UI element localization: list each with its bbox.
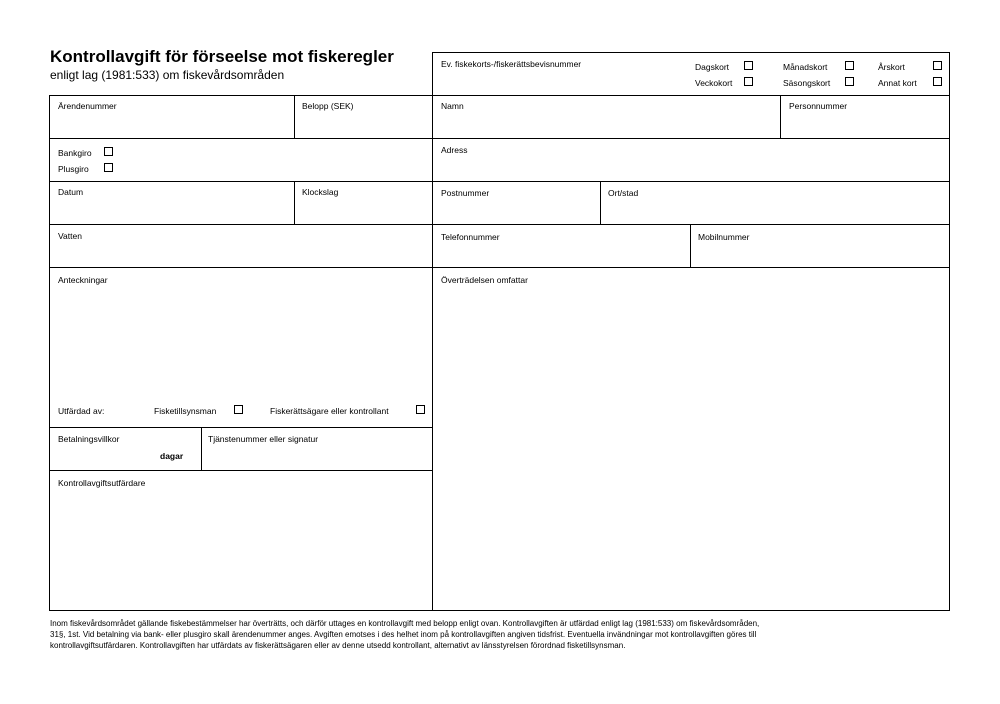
card-type-annatkort-label: Annat kort	[878, 78, 917, 88]
anteckningar-field[interactable]: Anteckningar	[58, 275, 108, 285]
telefonnummer-field[interactable]: Telefonnummer	[441, 232, 500, 242]
card-number-label: Ev. fiskekorts-/fiskerättsbevisnummer	[441, 59, 582, 69]
card-type-dagskort-checkbox[interactable]	[744, 61, 753, 70]
overtradelsen-field[interactable]: Överträdelsen omfattar	[441, 275, 528, 285]
utfardad-av-label: Utfärdad av:	[58, 406, 105, 416]
dagar-label: dagar	[160, 451, 184, 461]
right-vdivider-mobilnummer	[690, 224, 691, 267]
card-type-sasongskort-checkbox[interactable]	[845, 77, 854, 86]
left-divider-3	[49, 224, 433, 225]
fisketillsynsman-label: Fisketillsynsman	[154, 406, 217, 416]
namn-field[interactable]: Namn	[441, 101, 464, 111]
form-title: Kontrollavgift för förseelse mot fiskeregler	[50, 47, 394, 66]
footer-line-2: 31§, 1st. Vid betalning via bank- eller plusgiro skall ärendenummer anges. Avgiften emotses i des helhet inom på kontrollavgiften angiven tidsfrist. Eventuella invändningar mot kontrollavgiften göres till	[50, 630, 757, 639]
card-type-arskort-label: Årskort	[878, 62, 905, 72]
right-divider-1	[432, 138, 950, 139]
plusgiro-checkbox[interactable]	[104, 163, 113, 172]
betalningsvillkor-field[interactable]: Betalningsvillkor	[58, 434, 120, 444]
card-type-veckokort-label: Veckokort	[695, 78, 733, 88]
left-divider-2	[49, 181, 433, 182]
center-divider	[432, 95, 433, 611]
footer-line-3: kontrollavgiftsutfärdaren. Kontrollavgiften har utfärdats av fiskerättsägaren eller av denne utsedd kontrollant, alternativt av länsstyrelsen förordnad fisketillsynsman.	[50, 641, 626, 650]
bankgiro-checkbox[interactable]	[104, 147, 113, 156]
left-divider-6	[49, 470, 433, 471]
card-type-dagskort-label: Dagskort	[695, 62, 730, 72]
arendenummer-field[interactable]: Ärendenummer	[58, 101, 117, 111]
left-vdivider-klockslag	[294, 181, 295, 224]
right-divider-2	[432, 181, 950, 182]
right-vdivider-ortstad	[600, 181, 601, 224]
datum-field[interactable]: Datum	[58, 187, 84, 197]
form-frame	[49, 95, 950, 611]
form-subtitle: enligt lag (1981:533) om fiskevårdsområden	[50, 68, 285, 82]
vatten-field[interactable]: Vatten	[58, 231, 82, 241]
left-divider-5	[49, 427, 433, 428]
right-divider-3	[432, 224, 950, 225]
klockslag-field[interactable]: Klockslag	[302, 187, 339, 197]
belopp-field[interactable]: Belopp (SEK)	[302, 101, 354, 111]
right-divider-4	[432, 267, 950, 268]
footer-text	[50, 618, 950, 651]
right-vdivider-personnummer	[780, 95, 781, 138]
personnummer-field[interactable]: Personnummer	[789, 101, 848, 111]
card-type-sasongskort-label: Säsongskort	[783, 78, 831, 88]
card-type-arskort-checkbox[interactable]	[933, 61, 942, 70]
adress-field[interactable]: Adress	[441, 145, 468, 155]
bankgiro-label: Bankgiro	[58, 148, 92, 158]
left-vdivider-tjanstenummer	[201, 427, 202, 470]
fiskerattsagare-label: Fiskerättsägare eller kontrollant	[270, 406, 389, 416]
card-type-veckokort-checkbox[interactable]	[744, 77, 753, 86]
tjanstenummer-field[interactable]: Tjänstenummer eller signatur	[208, 434, 319, 444]
card-type-manadskort-label: Månadskort	[783, 62, 828, 72]
ortstad-field[interactable]: Ort/stad	[608, 188, 639, 198]
mobilnummer-field[interactable]: Mobilnummer	[698, 232, 750, 242]
kontrollavgiftsutfardare-field[interactable]: Kontrollavgiftsutfärdare	[58, 478, 146, 488]
postnummer-field[interactable]: Postnummer	[441, 188, 490, 198]
left-divider-1	[49, 138, 433, 139]
card-type-annatkort-checkbox[interactable]	[933, 77, 942, 86]
left-divider-4	[49, 267, 433, 268]
fiskerattsagare-checkbox[interactable]	[416, 405, 425, 414]
plusgiro-label: Plusgiro	[58, 164, 89, 174]
footer-line-1: Inom fiskevårdsområdet gällande fiskebestämmelser har överträtts, och därför uttages en kontrollavgift med belopp enligt ovan. Kontrollavgiften är utfärdad enligt lag (1981:533) om fiskevårdsområden,	[50, 619, 760, 628]
card-type-manadskort-checkbox[interactable]	[845, 61, 854, 70]
fisketillsynsman-checkbox[interactable]	[234, 405, 243, 414]
left-vdivider-belopp	[294, 95, 295, 138]
